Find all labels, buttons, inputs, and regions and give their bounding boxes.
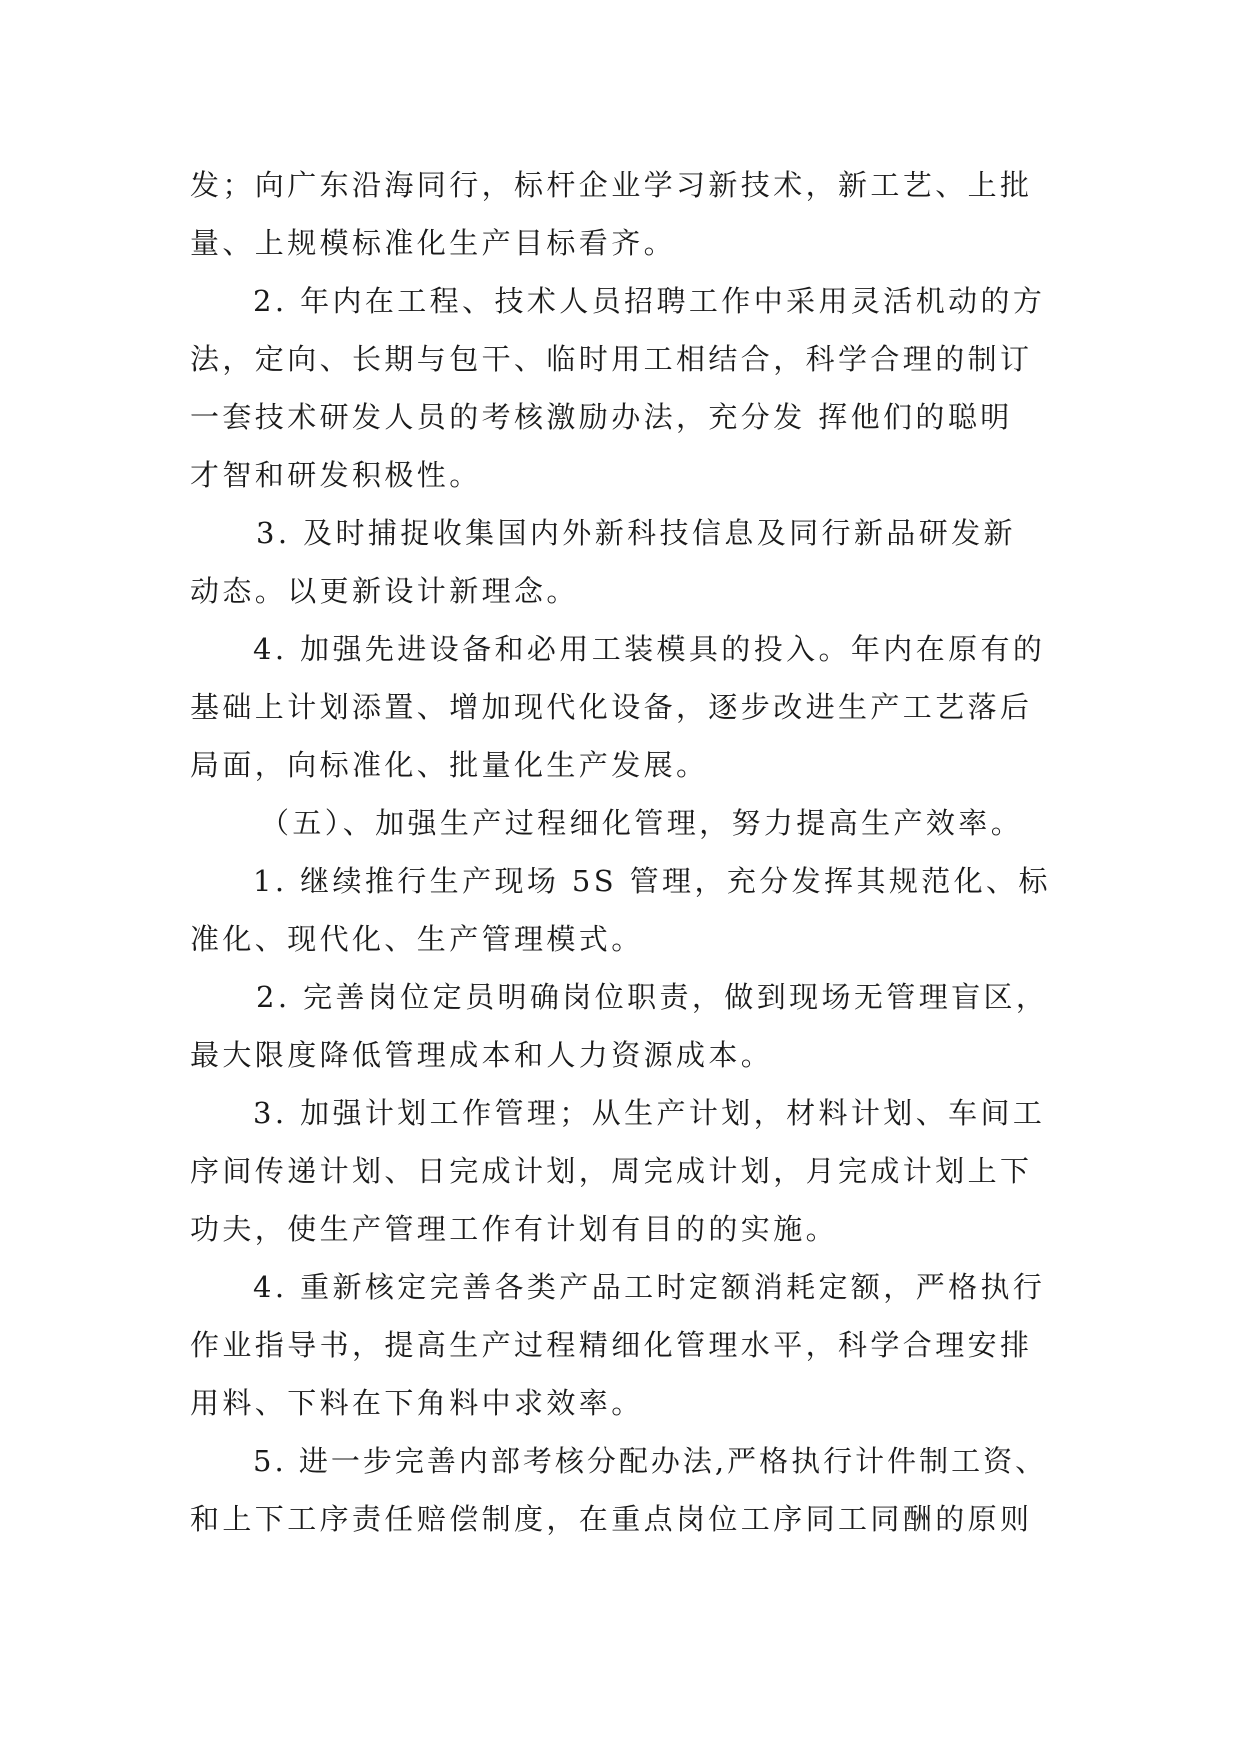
text-line: 最大限度降低管理成本和人力资源成本。 (190, 1038, 774, 1072)
text-line: 3. 及时捕捉收集国内外新科技信息及同行新品研发新 (256, 516, 1016, 550)
text-line: 序间传递计划、日完成计划，周完成计划，月完成计划上下 (190, 1154, 1033, 1188)
text-line: 法，定向、长期与包干、临时用工相结合，科学合理的制订 (190, 342, 1033, 376)
text-line: 功夫，使生产管理工作有计划有目的的实施。 (190, 1212, 839, 1246)
text-line: 作业指导书，提高生产过程精细化管理水平，科学合理安排 (190, 1328, 1033, 1362)
text-line: 5. 进一步完善内部考核分配办法,严格执行计件制工资、 (253, 1444, 1048, 1478)
text-line: 2. 年内在工程、技术人员招聘工作中采用灵活机动的方 (253, 284, 1046, 318)
text-line: 2. 完善岗位定员明确岗位职责，做到现场无管理盲区， (256, 980, 1049, 1014)
text-line: 3. 加强计划工作管理；从生产计划，材料计划、车间工 (253, 1096, 1046, 1130)
text-line: 量、上规模标准化生产目标看齐。 (190, 226, 677, 260)
text-line: 发；向广东沿海同行，标杆企业学习新技术，新工艺、上批 (190, 168, 1033, 202)
text-line: 局面，向标准化、批量化生产发展。 (190, 748, 709, 782)
text-line: 和上下工序责任赔偿制度，在重点岗位工序同工同酬的原则 (190, 1502, 1033, 1536)
text-line: 4. 加强先进设备和必用工装模具的投入。年内在原有的 (253, 632, 1046, 666)
section-heading: （五）、加强生产过程细化管理，努力提高生产效率。 (260, 806, 1024, 840)
text-line: 准化、现代化、生产管理模式。 (190, 922, 644, 956)
text-line: 一套技术研发人员的考核激励办法，充分发 挥他们的聪明 (190, 400, 1013, 434)
text-line: 4. 重新核定完善各类产品工时定额消耗定额，严格执行 (253, 1270, 1046, 1304)
text-line: 动态。以更新设计新理念。 (190, 574, 579, 608)
text-line: 用料、下料在下角料中求效率。 (190, 1386, 644, 1420)
text-line: 基础上计划添置、增加现代化设备，逐步改进生产工艺落后 (190, 690, 1033, 724)
text-line: 才智和研发积极性。 (190, 458, 482, 492)
text-line: 1. 继续推行生产现场 5S 管理，充分发挥其规范化、标 (253, 864, 1051, 898)
